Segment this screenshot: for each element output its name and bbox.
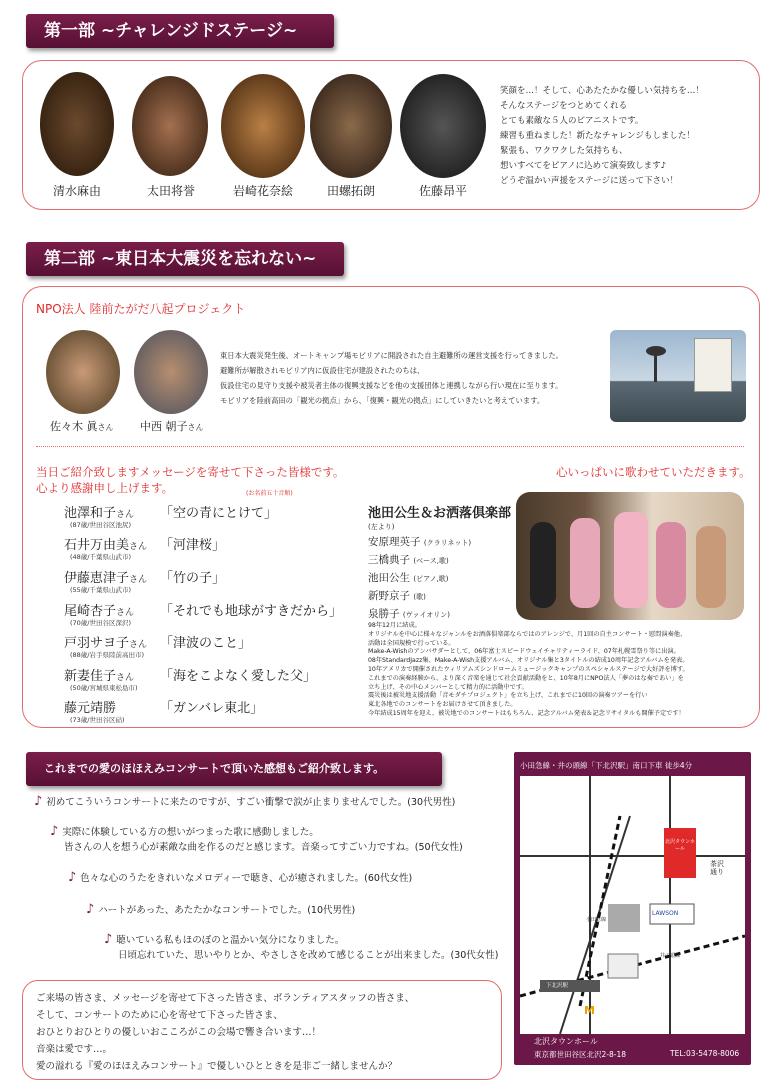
impression-item: ♪ 色々な心のうたをきれいなメロディーで聴き、心が癒されました。(60代女性) [68,870,413,885]
message-sub: (55歳/千葉県山武市) [70,586,132,594]
message-sub: (73歳/世田谷区砧) [70,716,125,724]
map-svg [520,776,745,1034]
dotted-divider [36,446,744,447]
club-left-note: (左より) [368,523,395,531]
club-title: 池田公生＆お洒落倶楽部 [368,506,512,521]
part1-text: 笑顔を…！そして、心あたたかな優しい気持ちを…！ そんなステージをつとめてくれる とても素敵な５人のピアニストです。 練習も重ねました！新たなチャレンジもしました！ 緊張も、ワクワクした気持ちも、 想いすべてをピアノに込めて演奏致します♪ どうぞ温かい声援をステージに送って下さい！ [500,86,704,186]
part1-title: 第一部 ~チャレンジドステージ~ [44,21,298,41]
npo-title: NPO法人 陸前たがだ八起プロジェクト [36,302,246,316]
performer-photo [221,74,305,178]
venue-name: 北沢タウンホール [534,1037,598,1046]
message-song: 「竹の子」 [160,571,226,586]
label-lawson: LAWSON [652,910,679,917]
impressions-title: これまでの愛のほほえみコンサートで頂いた感想もご紹介致します。 [44,762,385,775]
part2-title: 第二部 ~東日本大震災を忘れない~ [44,249,317,269]
messages-header: 当日ご紹介致しますメッセージを寄せて下さった皆様です。 心より感謝申し上げます。 [36,465,345,495]
performer-name: 田螺拓朗 [326,184,375,198]
label-odakyu: 小田急線 [586,917,607,923]
npo-text: 東日本大震災発生後、オートキャンプ場モビリアに開設された自主避難所の運営支援を行ってきました。 避難所が解散されモビリア内に仮設住宅が建設されたのちは、 仮設住宅の見守り支援や被災者主体の復興支援などを他の支援団体と連携しながら行い現在に至ります。 モビリアを陸前高田の「観光の拠点」から、「復興・観光の拠点」にしていきたいと考えています。 [220,351,563,405]
person-name: 中西 朝子さん [140,420,204,433]
club-photo [516,492,744,620]
part1-banner [26,14,334,48]
message-name: 戸羽サヨ子さん [64,636,148,651]
message-sub: (88歳/岩手県陸前高田市) [70,651,145,659]
message-song: 「それでも地球がすきだから」 [160,604,343,619]
person-name: 佐々木 眞さん [50,420,114,433]
message-sub: (70歳/世田谷区深沢) [70,619,132,627]
message-name: 伊藤恵津子さん [64,571,148,586]
lonely-pine-photo [610,330,746,422]
label-venue: 北沢タウンホール [664,839,695,852]
performer-photo [132,76,208,176]
closing-text: ご来場の皆さま、メッセージを寄せて下さった皆さま、ボランティアスタッフの皆さま、 そして、コンサートのために心を寄せて下さった皆さま、 おひとりおひとりの優しいおこころがこの会場で響き合います…！ 音楽は愛です…。 愛の溢れる『愛のほほえみコンサート』で優しいひとときを是非ご一緒しませんか？ [36,993,415,1072]
order-note: (お名前五十音順) [246,490,293,497]
part2-banner [26,242,344,276]
performer-name: 太田将誉 [146,184,195,198]
music-note-icon: ♪ [34,794,43,809]
message-song: 「津波のこと」 [160,636,252,651]
impression-item: ♪ 聴いている私もほのぼのと温かい気分になりました。 日頃忘れていた、思いやりとか、やさしさを改めて感じることが出来ました。(30代女性) [104,932,499,961]
label-street: 茶沢通り [710,860,724,876]
music-note-icon: ♪ [50,824,59,839]
map-header: 小田急線・井の頭線「下北沢駅」南口下車 徒歩4分 [520,761,693,770]
mcdonalds-icon: M [584,1004,595,1017]
impression-item: ♪ 初めてこういうコンサートに来たのですが、すごい衝撃で涙が止まりませんでした。(30代男性) [34,794,456,809]
person-photo [134,330,208,414]
message-song: 「海をこよなく愛した父」 [160,669,317,684]
venue-tel: TEL:03-5478-8006 [670,1049,740,1058]
message-name: 藤元靖勝 [64,701,117,716]
message-song: 「河津桜」 [160,538,226,553]
message-song: 「空の青にとけて」 [160,506,278,521]
person-photo [46,330,120,414]
venue-address: 東京都世田谷区北沢2-8-18 [534,1050,626,1059]
message-name: 池澤和子さん [64,506,135,521]
message-sub: (50歳/宮城県東松島市) [70,684,138,692]
right-header: 心いっぱいに歌わせていただきます。 [556,465,751,479]
label-station: 下北沢駅 [546,983,569,989]
map-area [520,776,745,1034]
music-note-icon: ♪ [86,902,95,917]
club-members: 安原理英子 (クラリネット) 三橋典子 (ベース,歌) 池田公生 (ピアノ,歌) 新野京子 (歌) 泉勝子 (ヴァイオリン) [368,536,472,620]
message-song: 「ガンバレ東北」 [160,701,264,716]
music-note-icon: ♪ [104,932,113,947]
map-frame [514,752,751,1065]
club-desc: 98年12月に結成。 オリジナルを中心に様々なジャンルをお洒落倶楽部ならではのアレンジで、月1回の自主コンサート・慰問演奏他、 活動は全国規模で行っている。 Make-A-Wishのアンバサダーとして、06年富士スピードウェイチャリティーライド、07年札幌雪祭り等に出演。 08年StandardJazz集、Make-A-Wish支援アルバム、オリジナル集と3タイトルの結成10周年記念アルバムを発表。 10年アメリカで開催されたウィリアムズシンドロームミュージックキャンプのスペシャルステージで大好評を博す。 これまでの演奏経験から、より深く音楽を通じて社会貢献活動をと、10年8月にNPO法人「夢のはな奏であい」を 立ち上げ、その中心メンバーとして精力的に活動中です。 震災後は被災地支援活動「音モダチプロジェクト」を立ち上げ、これまでに10回の演奏ツアーを行い 東北各地でのコンサートをお届けさせて頂きました。 今年結成15周年を迎え、被災地でのコンサートはもちろん、記念アルバム発表＆記念リサイタルも開催予定です！ [368,622,689,717]
impressions-banner [26,752,442,786]
performer-photo [40,72,114,176]
impression-item: ♪ 実際に体験している方の想いがつまった歌に感動しました。 皆さんの人を想う心が素敵な曲を作るのだと感じます。音楽ってすごい力ですね。(50代女性) [50,824,463,853]
performer-photo [400,74,486,178]
message-sub: (87歳/世田谷区池尻) [70,521,132,529]
performer-name: 清水麻由 [52,184,101,198]
impression-item: ♪ ハートがあった、あたたかなコンサートでした。(10代男性) [86,902,356,917]
performer-name: 佐藤昂平 [418,184,467,198]
message-name: 尾崎杏子さん [64,604,135,619]
logo-box [694,338,732,392]
message-sub: (48歳/千葉県山武市) [70,553,132,561]
label-inokashira: 井の頭線 [660,953,681,959]
message-name: 石井万由美さん [64,538,148,553]
music-note-icon: ♪ [68,870,77,885]
message-name: 新妻佳子さん [64,669,135,684]
performer-photo [310,74,392,178]
performer-name: 岩崎花奈絵 [232,184,293,198]
